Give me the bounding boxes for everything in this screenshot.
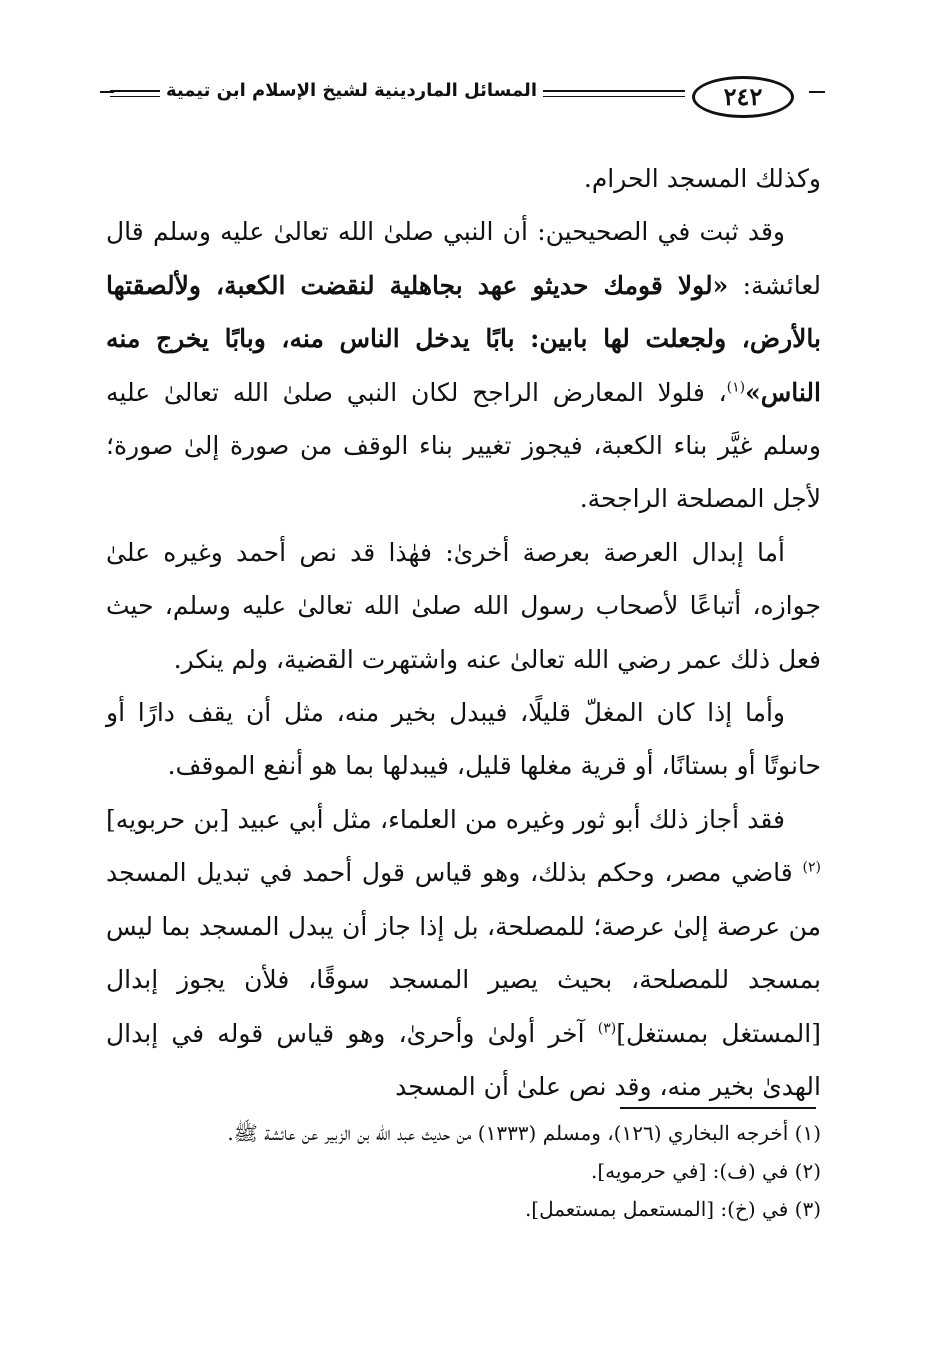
paragraph-1: وكذلك المسجد الحرام. — [583, 164, 821, 193]
page-number: ٢٤٢ — [692, 76, 794, 118]
paragraph-5-part-a: فقد أجاز ذلك أبو ثور وغيره من العلماء، مثل أبي عبيد [بن حربويه] — [106, 804, 785, 834]
paragraph-5-part-b: قاضي مصر، وحكم بذلك، وهو قياس قول أحمد في تبديل المسجد من عرصة إلىٰ عرصة؛ للمصلحة، بل إذا جاز أن يبدل المسجد بما ليس بمسجد للمصلحة، بحيث يصير المسجد سوقًا، فلأن يجوز إبدال [المستغل بمستغل] — [106, 858, 821, 1048]
header-rule-end-left — [100, 91, 114, 98]
footnote-ref-3: (٣) — [597, 1020, 617, 1037]
paragraph-2-rest: ، فلولا المعارض الراجح لكان النبي صلىٰ الله تعالىٰ عليه وسلم غيَّر بناء الكعبة، فيجوز تغيير بناء الوقف من صورة إلىٰ صورة؛ لأجل المصلحة الراجحة. — [106, 377, 821, 514]
hadith-quote: «لولا قومك حديثو عهد بجاهلية لنقضت الكعبة، ولألصقتها بالأرض، ولجعلت لها بابين: بابًا يدخل الناس منه، وبابًا يخرج منه الناس» — [106, 270, 821, 407]
footnote-1: (١) أخرجه البخاري (١٢٦)، ومسلم (١٣٣٣) من حديث عبد الله بن الزبير عن عائشة ﷺ. — [227, 1121, 821, 1145]
main-text — [106, 152, 821, 1113]
footnote-2: (٢) في (ف): [في حرمويه]. — [590, 1159, 821, 1183]
paragraph-2 — [106, 205, 821, 525]
paragraph-3: أما إبدال العرصة بعرصة أخرىٰ: فهٰذا قد نص أحمد وغيره علىٰ جوازه، أتباعًا لأصحاب رسول الله صلىٰ الله تعالىٰ عليه وسلم، حيث فعل ذلك عمر رضي الله تعالىٰ عنه واشتهرت القضية، ولم ينكر. — [106, 537, 821, 674]
footnote-ref-2: (٢) — [802, 859, 821, 876]
paragraph-5-part-c: آخر أولىٰ وأحرىٰ، وهو قياس قوله في إبدال الهدىٰ بخير منه، وقد نص علىٰ أن المسجد — [106, 1018, 821, 1101]
running-title: المسائل الماردينية لشيخ الإسلام ابن تيمية — [160, 76, 543, 106]
footnote-ref-1: (١) — [726, 379, 746, 396]
footnotes — [106, 1114, 821, 1228]
paragraph-5 — [106, 793, 821, 1113]
paragraph-2-intro: وقد ثبت في الصحيحين: أن النبي صلىٰ الله تعالىٰ عليه وسلم قال لعائشة: — [106, 217, 821, 300]
paragraph-4: وأما إذا كان المغلّ قليلًا، فيبدل بخير منه، مثل أن يقف دارًا أو حانوتًا أو بستانًا، أو قرية مغلها قليل، فيبدلها بما هو أنفع الموقف. — [106, 698, 821, 781]
page-header — [100, 76, 825, 122]
footnote-separator — [620, 1107, 816, 1109]
footnote-3: (٣) في (خ): [المستعمل بمستعمل]. — [524, 1197, 821, 1221]
header-rule-end-right — [809, 91, 825, 98]
